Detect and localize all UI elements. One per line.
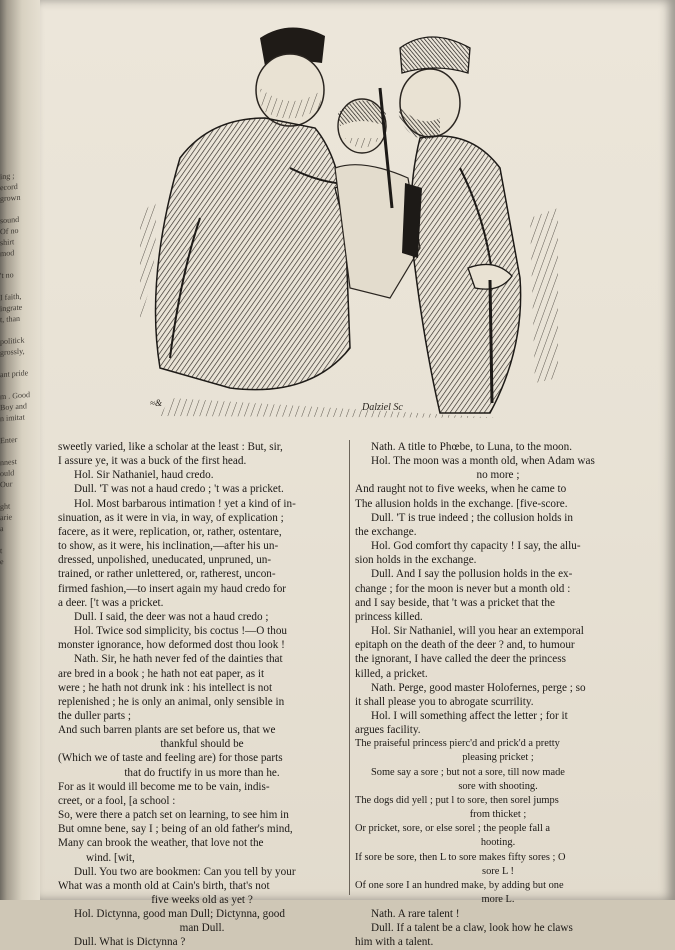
right-column-line: The dogs did yell ; put l to sore, then sorel jumps <box>355 794 559 806</box>
right-column-line: And raught not to five weeks, when he came to <box>355 483 567 496</box>
left-column-line: Dull. What is Dictynna ? <box>74 936 186 949</box>
left-column-line: Nath. Sir, he hath never fed of the dainties that <box>74 653 283 666</box>
right-column-line: Dull. If a talent be a claw, look how he claws <box>371 922 573 935</box>
margin-fragment: ing ; <box>0 171 15 182</box>
left-column-line: sinuation, as it were in via, in way, of explication ; <box>58 511 284 524</box>
right-column-line: Hol. I will something affect the letter ; for it <box>371 709 568 722</box>
margin-fragment: shirt <box>0 237 15 248</box>
right-column-line: and I say beside, that 't was a pricket that the <box>355 596 555 609</box>
right-column-line: Hol. God comfort thy capacity ! I say, the allu- <box>371 540 581 553</box>
right-column-line: the ignorant, I have called the deer the princess <box>355 653 566 666</box>
margin-fragment: nnest <box>0 457 17 468</box>
right-column-line: it shall please you to abrogate scurrility. <box>355 695 534 708</box>
margin-fragment: grossly, <box>0 346 25 358</box>
margin-fragment: I faith, <box>0 291 22 303</box>
left-column-line: Hol. Dictynna, good man Dull; Dictynna, good <box>74 908 285 921</box>
right-column-line: Hol. Sir Nathaniel, will you hear an extemporal <box>371 625 584 638</box>
left-column-line: dressed, unpolished, uneducated, unpruned, un- <box>58 554 272 567</box>
svg-text:Dalziel Sc: Dalziel Sc <box>362 402 403 413</box>
margin-fragment: a <box>0 523 4 534</box>
left-column-line: replenished ; he is only an animal, only sensible in <box>58 695 285 708</box>
left-column-line: I assure ye, it was a buck of the first head. <box>58 455 247 468</box>
right-column-line: The allusion holds in the exchange. [five-score. <box>355 497 568 510</box>
right-column-line: change ; for the moon is never but a month old : <box>355 582 571 595</box>
right-column-line: Nath. Perge, good master Holofernes, perge ; so <box>371 681 586 694</box>
right-column-line: sion holds in the exchange. <box>355 554 477 567</box>
left-column-line: were ; he hath not drunk ink : his intellect is not <box>58 681 273 694</box>
margin-fragment: Boy and <box>0 401 27 413</box>
left-column-line: a deer. ['t was a pricket. <box>58 596 164 609</box>
margin-fragment: m . Good <box>0 390 30 402</box>
margin-fragment: ecord <box>0 181 18 193</box>
margin-fragment: 't no <box>0 270 14 281</box>
left-text-column <box>58 440 346 950</box>
right-column-line: killed, a pricket. <box>355 667 428 680</box>
left-column-line: thankful should be <box>160 738 244 751</box>
right-column-line: Some say a sore ; but not a sore, till now made <box>371 766 565 778</box>
right-column-line: more L. <box>481 894 515 905</box>
left-column-line: are bred in a book ; he hath not eat paper, as it <box>58 667 265 680</box>
right-column-line: sore L ! <box>482 865 514 877</box>
right-column-line: The praiseful princess pierc'd and prick'd a pretty <box>355 738 560 750</box>
margin-fragment: t, than <box>0 313 20 325</box>
margin-fragment: ingrate <box>0 302 23 314</box>
svg-text:≈&: ≈& <box>150 398 162 408</box>
left-column-line: facere, as it were, replication, or, rather, ostentare, <box>58 525 282 538</box>
left-column-line: five weeks old as yet ? <box>151 894 253 906</box>
margin-fragment: ght <box>0 501 11 512</box>
left-column-line: Hol. Twice sod simplicity, bis coctus !—O thou <box>74 625 288 638</box>
margin-fragment: Of no <box>0 225 19 237</box>
margin-fragment: n imitat <box>0 412 25 424</box>
right-column-line: Nath. A title to Phœbe, to Luna, to the moon. <box>371 441 573 453</box>
margin-fragment: ant pride <box>0 368 29 380</box>
margin-fragment: politick <box>0 335 25 347</box>
previous-page-text-fragments <box>0 170 34 566</box>
left-column-line: monster ignorance, how deformed dost thou look ! <box>58 639 285 652</box>
right-column-line: pleasing pricket ; <box>462 752 534 764</box>
right-column-line: him with a talent. <box>355 936 434 949</box>
right-column-line: argues facility. <box>355 724 421 737</box>
right-column-line: Of one sore I an hundred make, by adding but one <box>355 879 564 891</box>
left-column-line: Dull. I said, the deer was not a haud credo ; <box>74 610 269 623</box>
left-column-line: man Dull. <box>179 922 225 935</box>
right-column-line: Dull. 'T is true indeed ; the collusion holds in <box>371 511 573 524</box>
margin-fragment: Our <box>0 479 13 490</box>
margin-fragment: arie <box>0 512 12 523</box>
left-column-line: (Which we of taste and feeling are) for those parts <box>58 752 283 765</box>
left-column-line: the duller parts ; <box>58 709 132 722</box>
right-column-line: hooting. <box>480 837 516 849</box>
left-column-line: Many can brook the weather, that love not the <box>58 837 264 850</box>
margin-fragment: Enter <box>0 434 18 446</box>
left-column-line: What was a month old at Cain's birth, that's not <box>58 879 270 892</box>
right-column-line: Hol. The moon was a month old, when Adam was <box>371 455 595 468</box>
left-column-line: sweetly varied, like a scholar at the least : But, sir, <box>58 441 283 453</box>
right-column-line: If sore be sore, then L to sore makes fifty sores ; O <box>355 851 566 863</box>
right-column-line: princess killed. <box>355 610 423 623</box>
left-column-line: But omne bene, say I ; being of an old father's mind, <box>58 823 293 836</box>
right-column-line: Or pricket, sore, or else sorel ; the people fall a <box>355 823 551 835</box>
column-divider <box>349 440 350 895</box>
left-column-line: Hol. Sir Nathaniel, haud credo. <box>74 469 214 482</box>
left-column-line: creet, or a fool, [a school : <box>58 794 176 807</box>
left-column-line: wind. [wit, <box>86 851 135 864</box>
left-column-line: Dull. You two are bookmen: Can you tell by your <box>74 865 296 878</box>
left-column-line: to show, as it were, his inclination,—after his un- <box>58 540 279 553</box>
margin-fragment: sound <box>0 214 20 226</box>
right-column-line: epitaph on the death of the deer ? and, to humour <box>355 639 575 652</box>
left-column-line: So, were there a patch set on learning, to see him in <box>58 809 289 822</box>
left-column-line: trained, or rather unlettered, or, ratherest, uncon- <box>58 568 276 581</box>
right-column-line: Dull. And I say the pollusion holds in the ex- <box>371 568 573 581</box>
left-column-line: Hol. Most barbarous intimation ! yet a kind of in- <box>74 497 296 510</box>
margin-fragment: grown <box>0 192 21 204</box>
right-column-line: the exchange. <box>355 525 417 538</box>
engraving-illustration <box>140 18 558 423</box>
left-column-line: Dull. 'T was not a haud credo ; 't was a pricket. <box>74 483 284 496</box>
margin-fragment: ould <box>0 468 15 479</box>
margin-fragment: e <box>0 556 4 567</box>
engraving-three-men-icon <box>140 18 558 423</box>
right-column-line: Nath. A rare talent ! <box>371 908 460 921</box>
right-text-column <box>355 440 641 950</box>
margin-fragment: mod <box>0 248 15 259</box>
left-column-line: And such barren plants are set before us, that we <box>58 724 276 737</box>
right-column-line: sore with shooting. <box>458 780 538 792</box>
left-column-line: that do fructify in us more than he. <box>124 766 280 779</box>
right-column-line: no more ; <box>476 469 520 482</box>
left-column-line: firmed fashion,—to insert again my haud credo for <box>58 582 287 595</box>
left-column-line: For as it would ill become me to be vain, indis- <box>58 780 270 793</box>
margin-fragment: t <box>0 546 3 556</box>
right-column-line: from thicket ; <box>469 809 527 821</box>
